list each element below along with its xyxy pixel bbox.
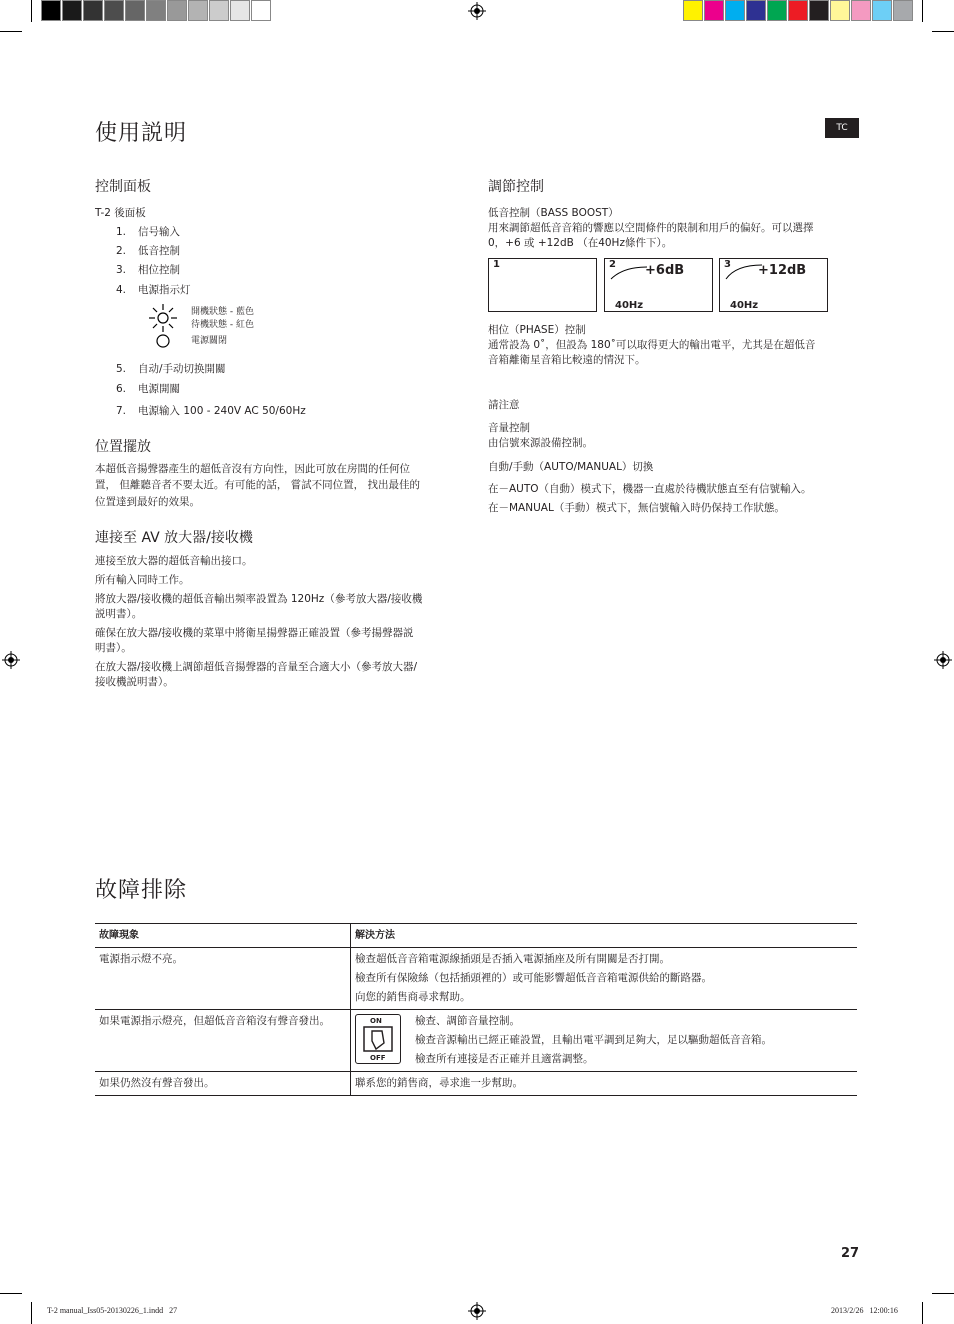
boost-curve-icon: [609, 263, 649, 281]
color-swatch: [725, 0, 745, 21]
phase-text: 音箱離衛星音箱比較遠的情況下。: [488, 354, 646, 366]
connection-text: 所有輸入同時工作。: [95, 574, 190, 586]
color-swatch: [704, 0, 724, 21]
list-item: 7. 电源输入 100 - 240V AC 50/60Hz: [116, 405, 306, 417]
auto-manual-title: 自動/手動（AUTO/MANUAL）切換: [488, 461, 654, 473]
phase-text: 通常設為 0˚，但設為 180˚可以取得更大的輸出電平，尤其是在超低音: [488, 339, 816, 351]
list-item: 2. 低音控制: [116, 245, 180, 257]
boost-hz-label: 40Hz: [730, 300, 759, 311]
led-off-icon: [155, 333, 171, 349]
list-item: 3. 相位控制: [116, 264, 180, 276]
footer-filename: T-2 manual_Iss05-20130226_1.indd 27: [47, 1306, 178, 1315]
registration-mark-icon: [468, 1302, 486, 1320]
color-swatch: [809, 0, 829, 21]
registration-mark-icon: [468, 2, 486, 20]
solution-cell: [351, 948, 858, 1010]
page-number: 27: [841, 1246, 860, 1261]
connection-heading: 連接至 AV 放大器/接收機: [95, 530, 253, 546]
crop-mark: [31, 1302, 32, 1324]
phase-title: 相位（PHASE）控制: [488, 324, 586, 336]
crop-mark: [31, 0, 32, 22]
adjustment-heading: 調節控制: [488, 179, 544, 195]
boost-db-label: +12dB: [758, 263, 807, 278]
solution-line: 向您的銷售商尋求幫助。: [355, 991, 471, 1003]
gray-swatch: [230, 0, 250, 21]
gray-swatch: [251, 0, 271, 21]
solution-line: 檢查超低音音箱電源線插頭是否插入電源插座及所有開關是否打開。: [355, 953, 670, 965]
volume-text: 由信號來源設備控制。: [488, 437, 593, 449]
list-item: 4. 电源指示灯: [116, 284, 191, 296]
crop-mark: [932, 31, 954, 32]
solution-line: 檢查、調節音量控制。: [415, 1015, 520, 1027]
connection-text: 將放大器/接收機的超低音輸出頻率設置為 120Hz（參考放大器/接收機: [95, 593, 423, 605]
switch-on-label: ON: [370, 1017, 382, 1025]
crop-mark: [0, 31, 22, 32]
problem-cell: 如果電源指示燈亮，但超低音音箱沒有聲音發出。: [95, 1010, 351, 1072]
box-number: 2: [609, 259, 616, 270]
connection-text: 確保在放大器/接收機的菜單中將衛星揚聲器正確設置（參考揚聲器説: [95, 627, 414, 639]
solution-line: 檢查所有保險絲（包括插頭裡的）或可能影響超低音音箱電源供給的斷路器。: [355, 972, 712, 984]
list-item: 6. 电源開關: [116, 383, 180, 395]
solution-line: 檢查所有連接是否正確并且適當調整。: [415, 1053, 594, 1065]
bass-boost-box-12db: [719, 258, 828, 312]
connection-text: 接收機説明書）。: [95, 676, 174, 688]
language-badge: TC: [825, 118, 859, 138]
gray-swatch: [188, 0, 208, 21]
gray-swatch: [104, 0, 124, 21]
problem-cell: 電源指示燈不亮。: [95, 948, 351, 1010]
registration-mark-icon: [934, 651, 952, 669]
color-swatch: [788, 0, 808, 21]
column-header-problem: 故障現象: [95, 924, 351, 948]
color-swatch: [683, 0, 703, 21]
registration-mark-icon: [2, 651, 20, 669]
boost-hz-label: 40Hz: [615, 300, 644, 311]
led-on-label: 開機狀態 - 藍色: [191, 307, 254, 317]
bass-boost-text: 用來調節超低音音箱的響應以空間條件的限制和用戶的偏好。可以選擇: [488, 222, 814, 234]
bass-boost-title: 低音控制（BASS BOOST）: [488, 207, 619, 219]
placement-text-line: 位置達到最好的效果。: [95, 496, 200, 508]
gray-swatch: [41, 0, 61, 21]
solution-cell: [351, 1010, 858, 1072]
color-swatch: [746, 0, 766, 21]
connection-text: 説明書）。: [95, 608, 143, 620]
solution-line: 檢查音源輸出已經正確設置，且輸出電平調到足夠大，足以驅動超低音音箱。: [415, 1034, 772, 1046]
color-swatch: [767, 0, 787, 21]
color-swatch: [893, 0, 913, 21]
led-lit-icon: [146, 303, 180, 333]
notice-title: 請注意: [488, 399, 520, 411]
box-number: 3: [724, 259, 731, 270]
crop-mark: [922, 0, 923, 22]
switch-off-label: OFF: [370, 1054, 386, 1062]
list-item: 1. 信号输入: [116, 226, 180, 238]
placement-text-line: 本超低音揚聲器產生的超低音沒有方向性，因此可放在房間的任何位: [95, 463, 410, 475]
table-row: [95, 948, 857, 1010]
solution-line: 聯系您的銷售商，尋求進一步幫助。: [355, 1077, 523, 1089]
gray-swatch: [62, 0, 82, 21]
table-header-row: [95, 924, 857, 948]
volume-title: 音量控制: [488, 422, 530, 434]
led-off-label: 電源關閉: [191, 336, 228, 346]
bass-boost-box-flat: [488, 258, 597, 312]
auto-manual-text: 在－MANUAL（手動）模式下，無信號輸入時仍保持工作狀態。: [488, 502, 785, 514]
table-row: [95, 1010, 857, 1072]
led-standby-label: 待機狀態 - 紅色: [191, 320, 254, 330]
color-swatch: [872, 0, 892, 21]
auto-manual-text: 在－AUTO（自動）模式下，機器一直處於待機狀態直至有信號輸入。: [488, 483, 812, 495]
bass-boost-box-6db: [604, 258, 713, 312]
crop-mark: [932, 1293, 954, 1294]
connection-text: 在放大器/接收機上調節超低音揚聲器的音量至合適大小（參考放大器/: [95, 661, 418, 673]
connection-text: 連接至放大器的超低音輸出接口。: [95, 555, 253, 567]
gray-swatch: [83, 0, 103, 21]
gray-swatch: [125, 0, 145, 21]
solution-cell: [351, 1072, 858, 1096]
troubleshooting-table: [95, 923, 857, 1096]
page-title: 使用説明: [95, 121, 188, 146]
column-header-solution: 解決方法: [351, 924, 858, 948]
color-swatch: [851, 0, 871, 21]
box-number: 1: [493, 259, 500, 270]
connection-text: 明書）。: [95, 642, 132, 654]
footer-timestamp: 2013/2/26 12:00:16: [831, 1306, 898, 1315]
placement-text-line: 置， 但離聽音者不要太近。有可能的話， 嘗試不同位置， 找出最佳的: [95, 479, 421, 491]
troubleshooting-heading: 故障排除: [95, 878, 188, 903]
color-swatch: [830, 0, 850, 21]
on-off-switch-icon: [355, 1014, 401, 1064]
list-item: 5. 自动/手动切换開關: [116, 363, 226, 375]
gray-swatch: [167, 0, 187, 21]
crop-mark: [0, 1293, 22, 1294]
control-panel-heading: 控制面板: [95, 179, 151, 195]
boost-db-label: +6dB: [645, 263, 685, 278]
gray-swatch: [209, 0, 229, 21]
table-row: [95, 1072, 857, 1096]
problem-cell: 如果仍然沒有聲音發出。: [95, 1072, 351, 1096]
placement-heading: 位置擺放: [95, 439, 151, 455]
rear-panel-subheading: T-2 後面板: [95, 207, 146, 219]
crop-mark: [922, 1302, 923, 1324]
bass-boost-text: 0，+6 或 +12dB （在40Hz條件下）。: [488, 237, 673, 249]
gray-swatch: [146, 0, 166, 21]
